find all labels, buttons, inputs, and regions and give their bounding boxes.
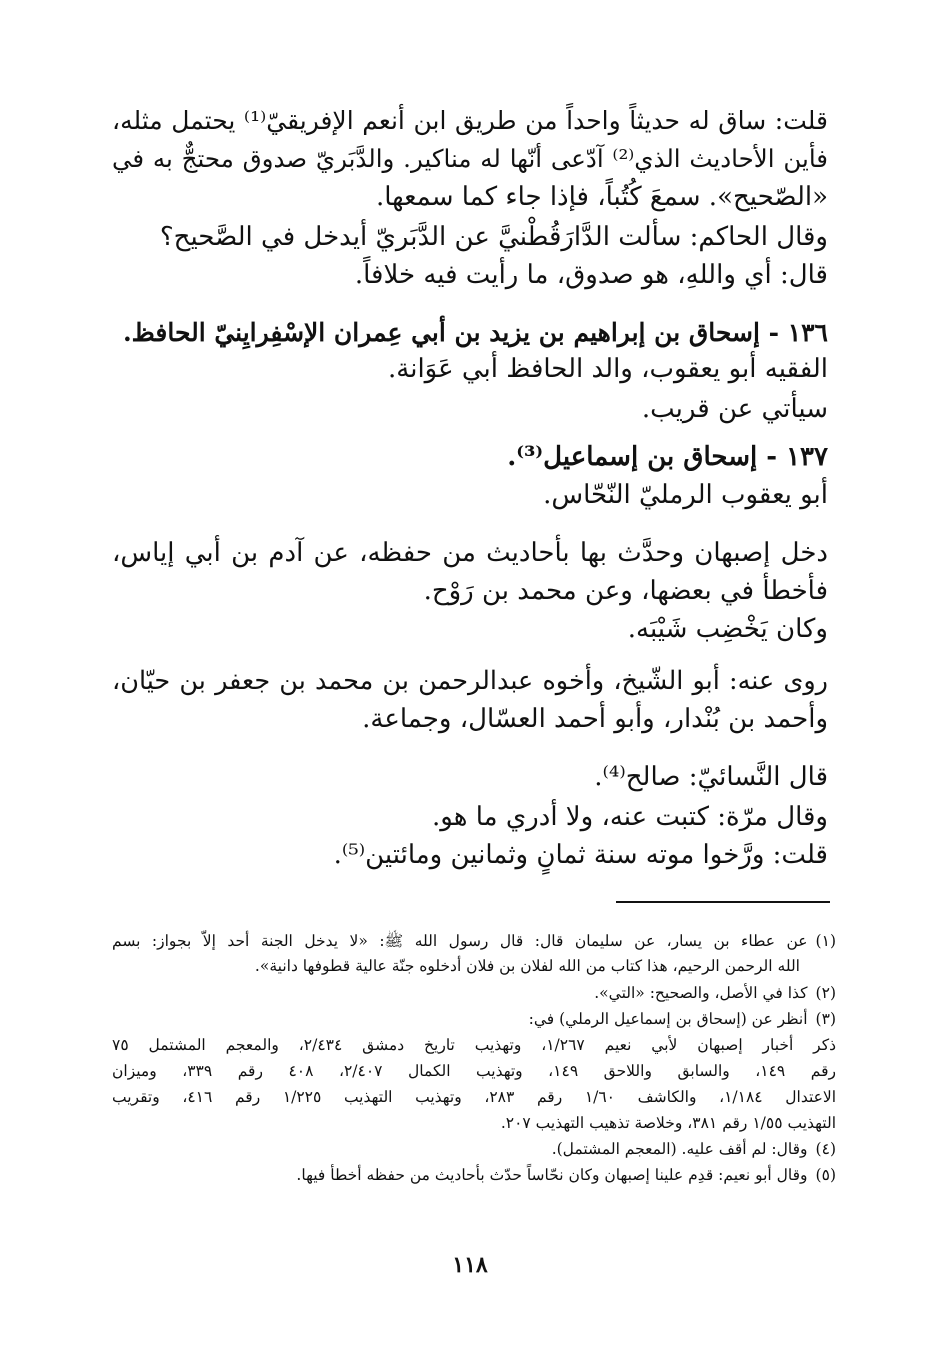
footnote-2 bbox=[594, 982, 836, 1004]
page-number: ١١٨ bbox=[452, 1252, 488, 1278]
footnote-3-text: أنظر عن (إسحاق بن إسماعيل الرملي) في: bbox=[528, 1010, 808, 1028]
footnote-1-line-1 bbox=[112, 930, 836, 952]
footnote-4 bbox=[552, 1138, 836, 1160]
footnote-3-line-5: التهذيب ١/٥٥ رقم ٣٨١، وخلاصة تذهيب التهذيب ٢٠٧. bbox=[500, 1114, 836, 1132]
body-line-13: وكان يَخْضِب شَيْبَه. bbox=[627, 614, 828, 644]
body-line-18: قلت: ورَّخوا موته سنة ثمانٍ وثمانين ومائتين⁽⁵⁾. bbox=[333, 840, 828, 870]
body-line-7: الفقيه أبو يعقوب، والد الحافظ أبي عَوَانة. bbox=[388, 354, 828, 384]
footnote-separator bbox=[616, 901, 830, 903]
footnote-2-text: كذا في الأصل، والصحيح: «التي». bbox=[594, 984, 808, 1002]
footnote-3-line-4: الاعتدال ١/١٨٤، والكاشف ١/٦٠ رقم ٢٨٣، وتهذيب التهذيب ١/٢٢٥ رقم ٤١٦، وتقريب bbox=[112, 1088, 837, 1106]
footnote-3-line-2: ذكر أخبار إصبهان لأبي نعيم ١/٢٦٧، وتهذيب تاريخ دمشق ٢/٤٣٤، والمعجم المشتمل ٧٥ bbox=[112, 1036, 836, 1054]
footnote-3-line-1 bbox=[529, 1008, 836, 1030]
footnote-5 bbox=[296, 1164, 836, 1186]
body-line-12: فأخطأ في بعضها، وعن محمد بن رَوْح. bbox=[423, 576, 828, 606]
body-line-4: وقال الحاكم: سألت الدَّارَقُطْنيَّ عن الدَّبَريّ أيدخل في الصَّحيح؟ bbox=[159, 222, 828, 252]
body-line-5: قال: أي واللهِ، هو صدوق، ما رأيت فيه خلافاً. bbox=[354, 260, 828, 290]
body-line-3: «الصّحيح». سمعَ كُتُباً، فإذا جاء كما سمعها. bbox=[375, 182, 828, 212]
entry-136-heading: ١٣٦ - إسحاق بن إبراهيم بن يزيد بن أبي عِمران الإسْفِرايِنيّ الحافظ. bbox=[122, 318, 828, 347]
entry-137-heading: ١٣٧ - إسحاق بن إسماعيل⁽³⁾. bbox=[507, 442, 828, 472]
body-line-2: فأين الأحاديث الذي⁽²⁾ آدّعى أنّها له مناكير. والدَّبَريّ صدوق محتجٌّ به في bbox=[112, 144, 828, 173]
footnote-3-number: (٣) bbox=[815, 1010, 836, 1028]
body-line-10: أبو يعقوب الرمليّ النّحّاس. bbox=[543, 480, 828, 510]
body-line-14: روى عنه: أبو الشّيخ، وأخوه عبدالرحمن بن محمد بن جعفر بن حيّان، bbox=[112, 666, 828, 696]
footnote-5-text: وقال أبو نعيم: قدِم علينا إصبهان وكان نحّاساً حدّث بأحاديث من حفظه أخطأ فيها. bbox=[296, 1166, 808, 1184]
footnote-4-text: وقال: لم أقف عليه. (المعجم المشتمل). bbox=[551, 1140, 808, 1158]
footnote-3-line-3: رقم ١٤٩، والسابق واللاحق ١٤٩، وتهذيب الكمال ٢/٤٠٧، ٤٠٨ رقم ٣٣٩، وميزان bbox=[112, 1062, 836, 1080]
body-line-16: قال النَّسائيّ: صالح⁽⁴⁾. bbox=[594, 762, 828, 792]
footnote-1-line-2: الله الرحمن الرحيم، هذا كتاب من الله لفلان بن فلان أدخلوه جنّة عالية قطوفها دانية». bbox=[254, 957, 800, 975]
footnote-1-text: عن عطاء بن يسار، عن سليمان قال: قال رسول الله ﷺ: «لا يدخل الجنة أحد إلاّ بجواز: بسم bbox=[112, 932, 808, 950]
body-line-1: قلت: ساق له حديثاً واحداً من طريق ابن أنعم الإفريقيّ⁽¹⁾ يحتمل مثله، bbox=[112, 106, 828, 135]
footnote-2-number: (٢) bbox=[815, 984, 836, 1002]
body-line-17: وقال مرّة: كتبت عنه، ولا أدري ما هو. bbox=[432, 802, 828, 832]
body-line-15: وأحمد بن بُنْدار، وأبو أحمد العسّال، وجماعة. bbox=[362, 704, 828, 734]
body-line-8: سيأتي عن قريب. bbox=[641, 394, 828, 424]
footnote-5-number: (٥) bbox=[815, 1166, 836, 1184]
footnote-4-number: (٤) bbox=[815, 1140, 836, 1158]
body-line-11: دخل إصبهان وحدَّث بها بأحاديث من حفظه، عن آدم بن أبي إياس، bbox=[112, 538, 828, 568]
footnote-1-number: (١) bbox=[815, 932, 836, 950]
